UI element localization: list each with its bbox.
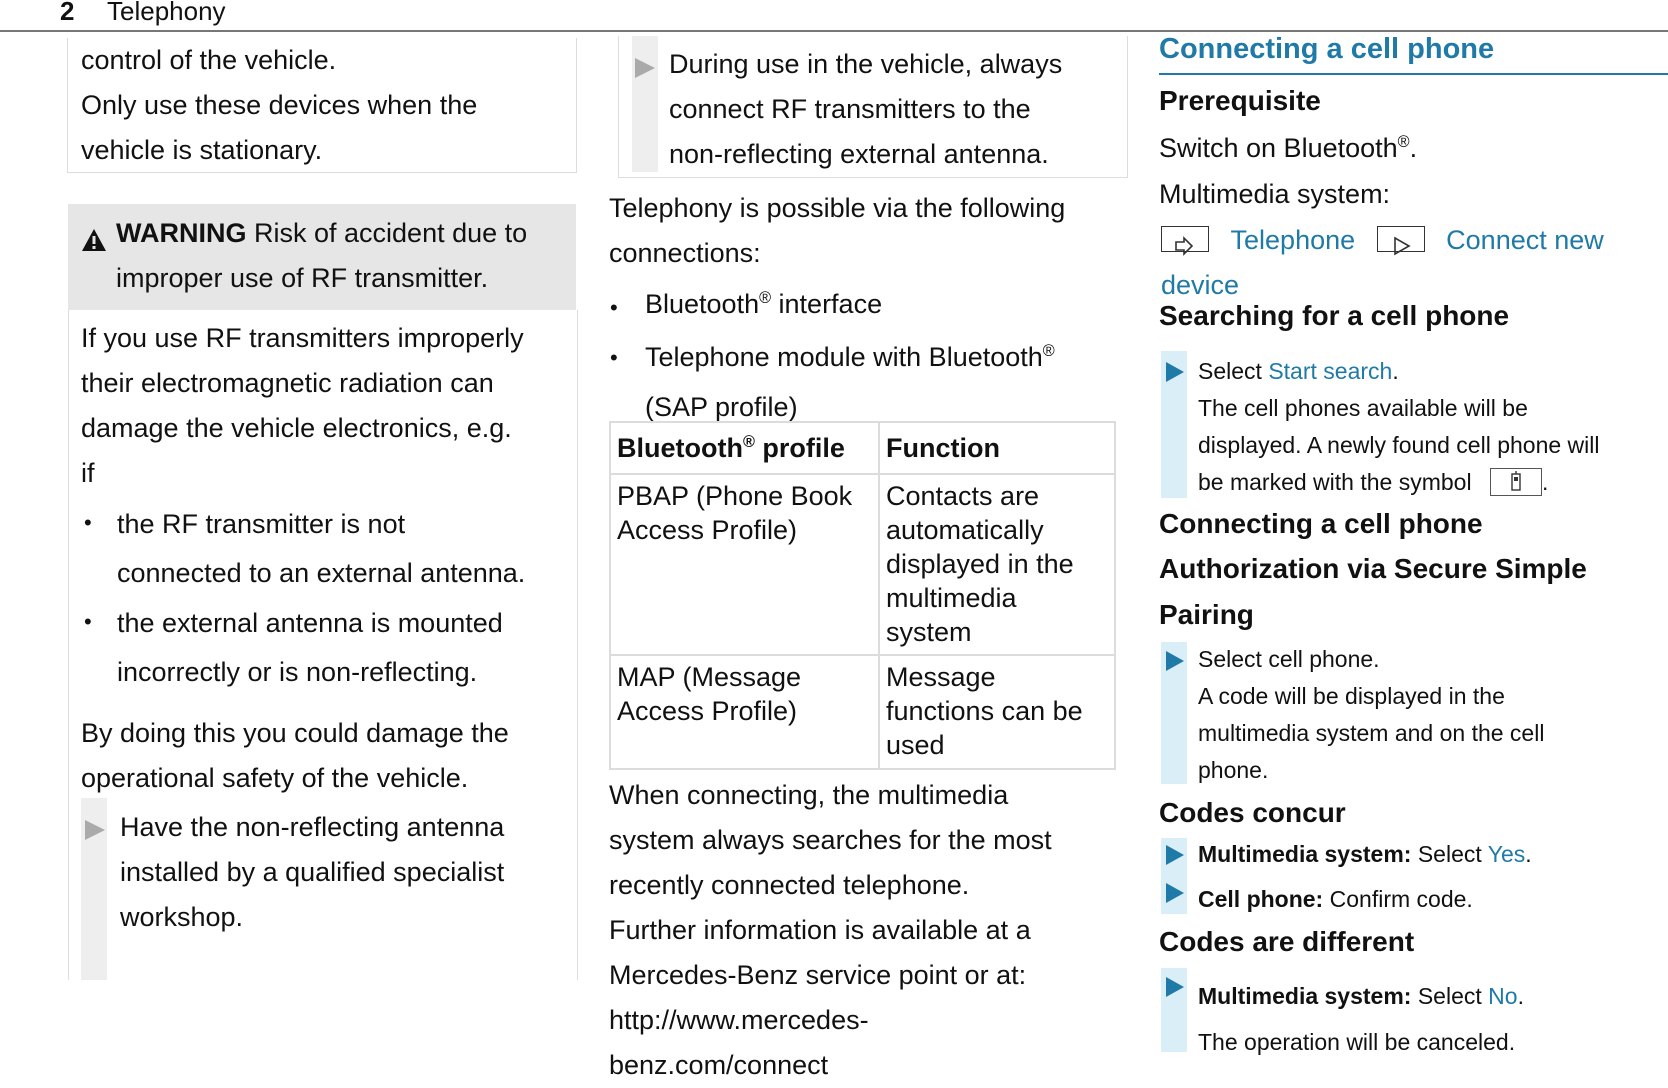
text-line: their electromagnetic radiation can bbox=[81, 368, 494, 398]
warning-text: Risk of accident due to bbox=[246, 218, 528, 248]
text-line: the RF transmitter is not bbox=[117, 509, 406, 539]
table-header-row bbox=[610, 422, 1115, 474]
page-header bbox=[0, 0, 1668, 32]
text-line: system always searches for the most bbox=[609, 825, 1052, 855]
text-line: be marked with the symbol bbox=[1198, 469, 1472, 495]
auth-step bbox=[1198, 641, 1653, 789]
page-number: 2 bbox=[60, 0, 75, 26]
text-line: Telephone module with Bluetooth bbox=[645, 342, 1043, 372]
text-line: Mercedes-Benz service point or at: bbox=[609, 960, 1027, 990]
result-paragraph bbox=[81, 711, 571, 801]
text-line: (SAP profile) bbox=[645, 392, 798, 422]
bullet-icon: • bbox=[610, 345, 618, 370]
text-line: The cell phones available will be bbox=[1198, 395, 1528, 421]
subheading: Pairing bbox=[1159, 599, 1254, 630]
registered-mark: ® bbox=[759, 289, 772, 307]
text-line: When connecting, the multimedia bbox=[609, 780, 1009, 810]
text-line: operational safety of the vehicle. bbox=[81, 763, 469, 793]
text-line: Select cell phone. bbox=[1198, 646, 1380, 672]
bullet-item bbox=[117, 500, 607, 598]
text-line: the external antenna is mounted bbox=[117, 608, 503, 638]
text-line: interface bbox=[771, 289, 883, 319]
bluetooth-profile-table bbox=[609, 421, 1116, 770]
concur-step: Multimedia system: Select Yes. bbox=[1198, 841, 1532, 867]
text-line: incorrectly or is non-reflecting. bbox=[117, 657, 478, 687]
concur-step: Cell phone: Confirm code. bbox=[1198, 886, 1473, 912]
subheading: Searching for a cell phone bbox=[1159, 300, 1510, 331]
warning-paragraph bbox=[81, 316, 571, 496]
step-arrow-icon bbox=[1166, 977, 1184, 997]
text-line: multimedia system and on the cell bbox=[1198, 720, 1545, 746]
bullet-icon: • bbox=[84, 510, 92, 535]
warning-header bbox=[68, 204, 576, 310]
home-nav-icon bbox=[1161, 226, 1209, 252]
table-cell: Contacts are automatically displayed in the multimedia system bbox=[879, 474, 1115, 655]
text-line: Bluetooth bbox=[645, 289, 760, 319]
action-step bbox=[120, 805, 610, 940]
table-cell: PBAP (Phone Book Access Profile) bbox=[610, 474, 879, 655]
step-arrow-icon bbox=[1166, 883, 1184, 903]
bullet-item bbox=[117, 599, 607, 697]
table-cell: MAP (Message Access Profile) bbox=[610, 655, 879, 769]
warning-triangle-icon bbox=[81, 228, 107, 252]
warning-text: improper use of RF transmitter. bbox=[116, 263, 489, 293]
table-header-cell: Bluetooth® profile bbox=[610, 422, 879, 474]
table-cell: Message functions can be used bbox=[879, 655, 1115, 769]
text-line: connect RF transmitters to the bbox=[669, 94, 1031, 124]
table-row bbox=[610, 474, 1115, 655]
text-line: vehicle is stationary. bbox=[81, 135, 323, 165]
registered-mark: ® bbox=[1397, 133, 1410, 151]
text-line: Further information is available at a bbox=[609, 915, 1031, 945]
text-line: damage the vehicle electronics, e.g. bbox=[81, 413, 512, 443]
text-line: The operation will be canceled. bbox=[1198, 1029, 1516, 1055]
bullet-item bbox=[645, 332, 1055, 432]
text-line: connections: bbox=[609, 238, 761, 268]
text-line: Have the non-reflecting antenna bbox=[120, 812, 505, 842]
subheading: Codes concur bbox=[1159, 797, 1346, 828]
text-line: recently connected telephone. bbox=[609, 870, 970, 900]
step-bar bbox=[632, 36, 658, 172]
start-search-link[interactable]: Start search bbox=[1268, 358, 1393, 384]
text-line: benz.com/connect bbox=[609, 1050, 829, 1080]
text-line: If you use RF transmitters improperly bbox=[81, 323, 524, 353]
no-option-link[interactable]: No bbox=[1488, 983, 1518, 1009]
table-header-cell: Function bbox=[879, 422, 1115, 474]
search-step: Select Start search. The cell phones available will be displayed. A newly found cell phone will be marked with the symbol . bbox=[1198, 353, 1653, 501]
text-line: connected to an external antenna. bbox=[117, 558, 526, 588]
navigation-path bbox=[1161, 218, 1661, 308]
step-arrow-icon bbox=[635, 58, 655, 78]
text-line: workshop. bbox=[120, 902, 244, 932]
connect-new-device-link[interactable]: Connect new bbox=[1446, 225, 1604, 255]
info-paragraph bbox=[609, 773, 1052, 1088]
text-line: By doing this you could damage the bbox=[81, 718, 509, 748]
warning-label: WARNING bbox=[116, 218, 247, 248]
text-line: if bbox=[81, 458, 95, 488]
text-line: installed by a qualified specialist bbox=[120, 857, 505, 887]
continued-step-box bbox=[618, 36, 1128, 178]
telephone-menu-link[interactable]: Telephone bbox=[1230, 225, 1356, 255]
registered-mark: ® bbox=[1042, 342, 1055, 360]
table-row bbox=[610, 655, 1115, 769]
bullet-icon: • bbox=[84, 609, 92, 634]
step-arrow-icon bbox=[1166, 651, 1184, 671]
text-line: http://www.mercedes- bbox=[609, 1005, 869, 1035]
chapter-title: Telephony bbox=[107, 0, 226, 26]
text-line: During use in the vehicle, always bbox=[669, 49, 1063, 79]
text-line: non-reflecting external antenna. bbox=[669, 139, 1049, 169]
action-step bbox=[669, 42, 1062, 177]
subheading: Authorization via Secure Simple bbox=[1159, 553, 1587, 584]
text-line: Only use these devices when the bbox=[81, 90, 478, 120]
text-line: phone. bbox=[1198, 757, 1269, 783]
subheading: Codes are different bbox=[1159, 926, 1415, 957]
bullet-item bbox=[645, 282, 882, 327]
yes-option-link[interactable]: Yes bbox=[1487, 841, 1526, 867]
connect-new-device-link[interactable]: device bbox=[1161, 270, 1240, 300]
continued-text-box bbox=[67, 38, 577, 173]
step-arrow-icon bbox=[1166, 362, 1184, 382]
diff-step: Multimedia system: Select No. The operation will be canceled. bbox=[1198, 973, 1653, 1065]
subheading: Connecting a cell phone bbox=[1159, 508, 1483, 539]
step-arrow-icon bbox=[85, 820, 105, 840]
subheading: Prerequisite bbox=[1159, 85, 1321, 116]
bullet-icon: • bbox=[610, 295, 618, 320]
nav-arrow-icon bbox=[1377, 226, 1425, 252]
text-line: control of the vehicle. bbox=[81, 45, 337, 75]
new-phone-icon bbox=[1490, 468, 1542, 496]
intro-paragraph bbox=[609, 186, 1065, 276]
text-line: displayed. A newly found cell phone will bbox=[1198, 432, 1600, 458]
multimedia-label: Multimedia system: bbox=[1159, 179, 1391, 209]
step-arrow-icon bbox=[1166, 845, 1184, 865]
warning-body bbox=[68, 310, 578, 980]
text-line: Telephony is possible via the following bbox=[609, 193, 1066, 223]
section-heading: Connecting a cell phone bbox=[1159, 33, 1668, 75]
text-line: A code will be displayed in the bbox=[1198, 683, 1505, 709]
prerequisite-text: Switch on Bluetooth®. bbox=[1159, 133, 1418, 163]
